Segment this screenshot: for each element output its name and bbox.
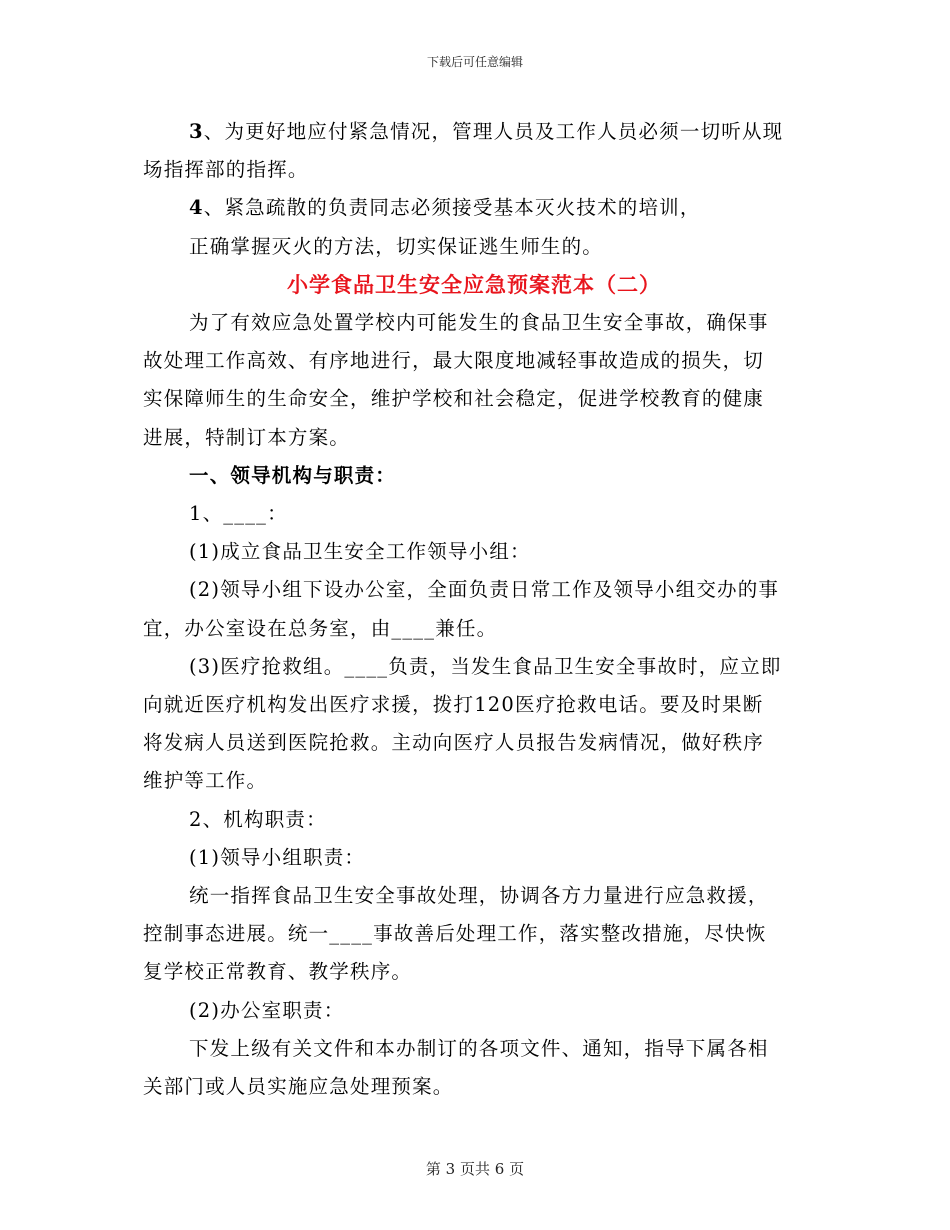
sub-2-2-text-line-2: 关部门或人员实施应急处理预案。 bbox=[143, 1075, 454, 1099]
sub-2-1-text-line-2: 控制事态进展。统一____事故善后处理工作，落实整改措施，尽快恢 bbox=[143, 922, 767, 946]
sub-1-1: (1)成立食品卫生安全工作领导小组： bbox=[189, 540, 531, 564]
sub-1-3-line-1: (3)医疗抢救组。____负责，当发生食品卫生安全事故时，应立即 bbox=[189, 654, 782, 678]
item-4-line-2: 正确掌握灭火的方法，切实保证逃生师生的。 bbox=[189, 234, 604, 258]
sub-1-3-line-2: 向就近医疗机构发出医疗求援，拨打120医疗抢救电话。要及时果断 bbox=[143, 693, 764, 717]
item-3-line-2: 场指挥部的指挥。 bbox=[143, 158, 309, 182]
item-3-number: 3 bbox=[189, 120, 204, 143]
sub-1-2-line-1: (2)领导小组下设办公室，全面负责日常工作及领导小组交办的事 bbox=[189, 578, 780, 602]
sub-2-1: (1)领导小组职责： bbox=[189, 845, 366, 869]
section-title: 小学食品卫生安全应急预案范本（二） bbox=[287, 271, 661, 297]
sub-2-2: (2)办公室职责： bbox=[189, 998, 345, 1022]
sub-1-3-line-4: 维护等工作。 bbox=[143, 769, 268, 793]
intro-line-3: 实保障师生的生命安全，维护学校和社会稳定，促进学校教育的健康 bbox=[143, 387, 765, 411]
item-4-number: 4 bbox=[189, 196, 204, 220]
sub-2-2-text-line-1: 下发上级有关文件和本办制订的各项文件、通知，指导下属各相 bbox=[189, 1036, 769, 1060]
document-body bbox=[143, 113, 805, 1106]
item-3-text: 、为更好地应付紧急情况，管理人员及工作人员必须一切听从现 bbox=[203, 120, 784, 143]
intro-line-1: 为了有效应急处置学校内可能发生的食品卫生安全事故，确保事 bbox=[189, 311, 769, 335]
item-3-line-1 bbox=[143, 113, 805, 151]
sub-1: 1、____： bbox=[189, 502, 288, 526]
item-4-text: 、紧急疏散的负责同志必须接受基本灭火技术的培训， bbox=[203, 196, 701, 220]
page-footer: 第 3 页共 6 页 bbox=[425, 1160, 525, 1178]
intro-line-2: 故处理工作高效、有序地进行，最大限度地减轻事故造成的损失，切 bbox=[143, 349, 765, 373]
heading-leadership: 一、领导机构与职责： bbox=[189, 463, 397, 487]
page-header: 下载后可任意编辑 bbox=[426, 55, 523, 69]
sub-2: 2、机构职责： bbox=[189, 807, 327, 831]
sub-1-3-line-3: 将发病人员送到医院抢救。主动向医疗人员报告发病情况，做好秩序 bbox=[143, 731, 765, 755]
intro-line-4: 进展，特制订本方案。 bbox=[143, 425, 351, 449]
item-4-line-1 bbox=[143, 189, 805, 227]
sub-2-1-text-line-3: 复学校正常教育、教学秩序。 bbox=[143, 960, 413, 984]
sub-2-1-text-line-1: 统一指挥食品卫生安全事故处理，协调各方力量进行应急救援， bbox=[189, 884, 769, 908]
sub-1-2-line-2: 宜，办公室设在总务室，由____兼任。 bbox=[143, 616, 498, 640]
